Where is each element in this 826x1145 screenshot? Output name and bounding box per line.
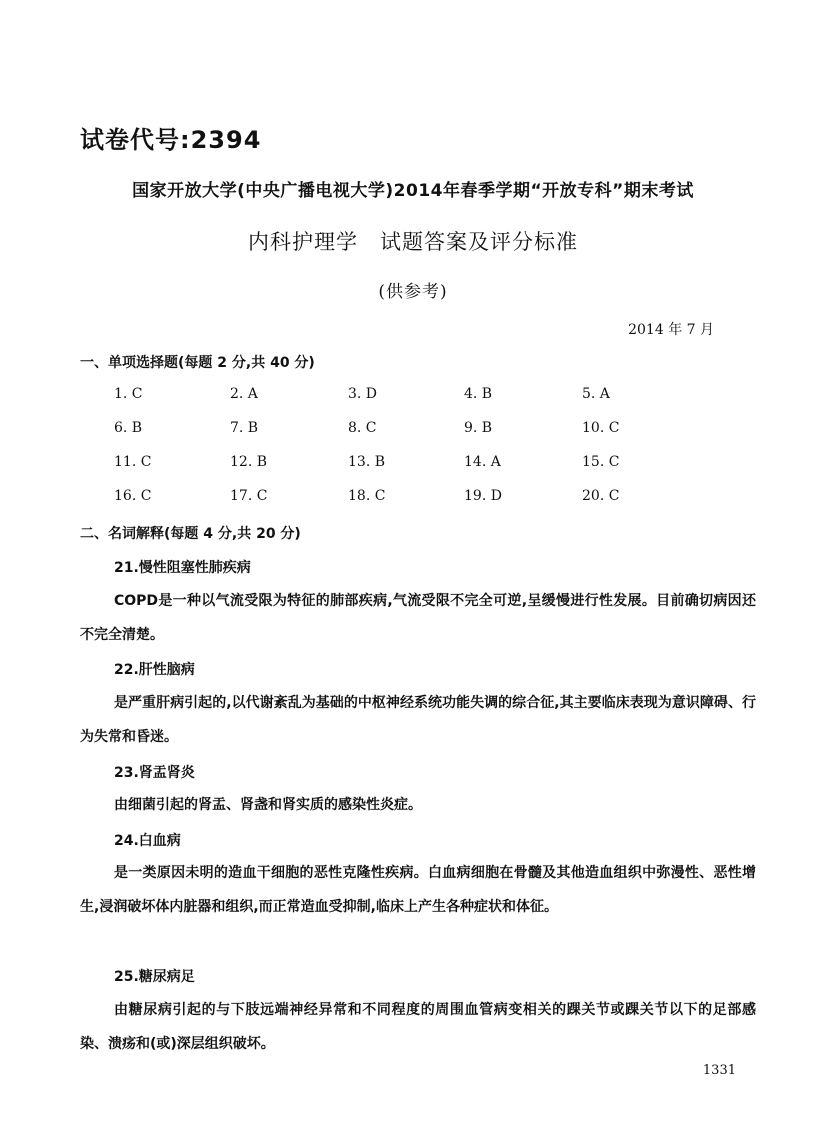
page-number: 1331 <box>702 1063 736 1078</box>
term-definition: 是一类原因未明的造血干细胞的恶性克隆性疾病。白血病细胞在骨髓及其他造血组织中弥漫性、恶性增生,浸润破坏体内脏器和组织,而正常造血受抑制,临床上产生各种症状和体征。 <box>80 865 756 915</box>
answer-item: 1. C <box>114 386 143 402</box>
term-title: 25.糖尿病足 <box>114 969 195 985</box>
answer-item: 14. A <box>464 454 501 470</box>
answer-row <box>114 454 674 488</box>
answer-item: 17. C <box>230 488 268 504</box>
term-title: 22.肝性脑病 <box>114 662 195 678</box>
answer-item: 15. C <box>582 454 620 470</box>
exam-title: 国家开放大学(中央广播电视大学)2014年春季学期“开放专科”期末考试 <box>132 181 694 201</box>
subject-title: 内科护理学 试题答案及评分标准 <box>248 230 578 254</box>
reference-note: (供参考) <box>378 282 448 302</box>
term-title: 24.白血病 <box>114 833 181 849</box>
answer-item: 10. C <box>582 420 620 436</box>
term-definition: 由糖尿病引起的与下肢远端神经异常和不同程度的周围血管病变相关的踝关节或踝关节以下的足部感染、溃疡和(或)深层组织破坏。 <box>80 1002 756 1052</box>
paper-code: 试卷代号:2394 <box>80 126 262 154</box>
answer-item: 12. B <box>230 454 268 470</box>
answer-item: 11. C <box>114 454 152 470</box>
answer-item: 4. B <box>464 386 493 402</box>
answer-item: 13. B <box>348 454 386 470</box>
term-title: 23.肾盂肾炎 <box>114 765 195 781</box>
answer-item: 19. D <box>464 488 502 504</box>
section-1-heading: 一、单项选择题(每题 2 分,共 40 分) <box>80 355 315 371</box>
answer-item: 16. C <box>114 488 152 504</box>
answer-row <box>114 420 674 454</box>
answer-row <box>114 488 674 522</box>
answer-item: 7. B <box>230 420 259 436</box>
answer-item: 20. C <box>582 488 620 504</box>
term-definition: COPD是一种以气流受限为特征的肺部疾病,气流受限不完全可逆,呈缓慢进行性发展。目前确切病因还不完全清楚。 <box>80 593 756 643</box>
answer-item: 3. D <box>348 386 378 402</box>
term-definition: 是严重肝病引起的,以代谢紊乱为基础的中枢神经系统功能失调的综合征,其主要临床表现为意识障碍、行为失常和昏迷。 <box>80 695 756 745</box>
answer-grid <box>114 386 674 522</box>
section-2-heading: 二、名词解释(每题 4 分,共 20 分) <box>80 526 301 542</box>
answer-item: 18. C <box>348 488 386 504</box>
term-title: 21.慢性阻塞性肺疾病 <box>114 560 251 576</box>
answer-item: 9. B <box>464 420 493 436</box>
answer-item: 2. A <box>230 386 258 402</box>
answer-item: 8. C <box>348 420 377 436</box>
term-definition: 由细菌引起的肾盂、肾盏和肾实质的感染性炎症。 <box>114 797 422 813</box>
answer-item: 6. B <box>114 420 143 436</box>
answer-row <box>114 386 674 420</box>
answer-item: 5. A <box>582 386 610 402</box>
exam-date: 2014 年 7 月 <box>628 322 714 338</box>
